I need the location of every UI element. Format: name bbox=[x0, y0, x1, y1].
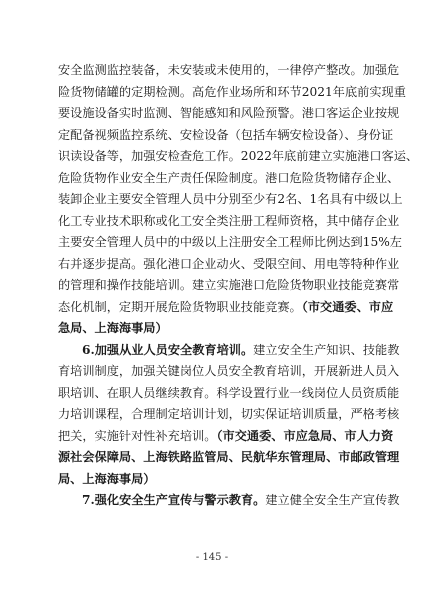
paragraph-line: 化工专业技术职称或化工安全类注册工程师资格，其中储存企业 bbox=[58, 213, 400, 228]
paragraph-3 bbox=[58, 490, 400, 512]
paragraph-line-with-units bbox=[58, 426, 394, 448]
paragraph-first-line bbox=[58, 340, 400, 362]
paragraph-line: 要设施设备实时监测、智能感知和风险预警。港口客运企业按规 bbox=[58, 106, 400, 120]
paragraph-line: 装卸企业主要安全管理人员中分别至少有2名、1名具有中级以上 bbox=[58, 192, 403, 206]
paragraph-line: 职培训、在职人员继续教育。科学设置行业一线岗位人员资质能 bbox=[58, 385, 400, 400]
paragraph-line: 定配备视频监控系统、安检设备（包括车辆安检设备）、身份证 bbox=[58, 127, 394, 142]
paragraph-line: 力培训课程，合理制定培训计划，切实保证培训质量，严格考核 bbox=[58, 407, 400, 421]
paragraph-line: 态化机制，定期开展危险货物职业技能竞赛。（市交通委、市应 bbox=[58, 299, 394, 314]
paragraph-line: 主要安全管理人员中的中级以上注册安全工程师比例达到15%左 bbox=[58, 235, 402, 249]
paragraph-line-text: 建立安全生产知识、技能教 bbox=[253, 342, 400, 357]
paragraph-2 bbox=[58, 340, 400, 491]
paragraph-line: 识读设备等，加强安检查危工作。2022年底前建立实施港口客运、 bbox=[58, 149, 419, 163]
paragraph-1 bbox=[58, 60, 419, 340]
paragraph-line: 右并逐步提高。强化港口企业动火、受限空间、用电等特种作业 bbox=[58, 256, 400, 271]
paragraph-line: 危险货物作业安全生产责任保险制度。港口危险货物储存企业、 bbox=[58, 170, 400, 185]
section-heading: 7.强化安全生产宣传与警示教育。 bbox=[82, 493, 266, 507]
paragraph-line: 的管理和操作技能培训。建立实施港口危险货物职业技能竞赛常 bbox=[58, 278, 400, 292]
paragraph-first-line bbox=[58, 490, 400, 512]
paragraph-line-responsible-units: 源社会保障局、上海铁路监管局、民航华东管理局、市邮政管理 bbox=[58, 450, 400, 464]
paragraph-line-responsible-units: 急局、上海海事局） bbox=[58, 321, 168, 335]
paragraph-line: 育培训制度，加强关键岗位人员安全教育培训，开展新进人员入 bbox=[58, 364, 400, 378]
paragraph-line-text: 建立健全安全生产宣传教 bbox=[265, 493, 400, 507]
section-heading: 6.加强从业人员安全教育培训。 bbox=[82, 342, 254, 357]
paragraph-line: 险货物储罐的定期检测。高危作业场所和环节2021年底前实现重 bbox=[58, 84, 406, 99]
page-number: - 145 - bbox=[195, 552, 229, 563]
paragraph-line-responsible-units: 局、上海海事局） bbox=[58, 471, 156, 486]
paragraph-line: 安全监测监控装备，未安装或未使用的，一律停产整改。加强危 bbox=[58, 63, 400, 77]
paragraph-line-text: 把关，实施针对性补充培训。（市交通委、市应急局、市人力资 bbox=[58, 428, 394, 443]
